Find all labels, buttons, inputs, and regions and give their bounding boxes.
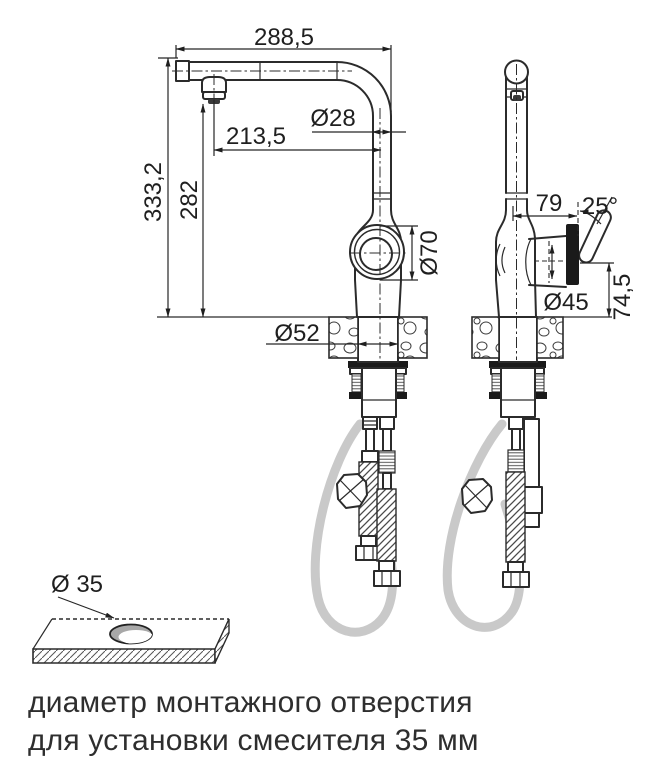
dim-nozzle-offset (214, 100, 381, 156)
hole-leader-line (58, 597, 114, 618)
dim-label-ring-diameter: Ø70 (416, 230, 443, 276)
shank-block (362, 368, 396, 417)
body-left-edge (496, 199, 506, 317)
hose-weight-knob (337, 474, 367, 508)
dim-label-handle-angle: 25° (581, 193, 619, 220)
faucet-base-front (358, 317, 398, 362)
supply-hose-right (374, 417, 400, 586)
threaded-stud (492, 374, 501, 392)
riser-joint (373, 193, 391, 199)
mounting-hole-diagram (33, 571, 229, 663)
dim-label-total-height: 333,2 (140, 161, 167, 223)
dim-spout-height (176, 104, 203, 317)
caption-line-1: диаметр монтажного отверстия (28, 686, 473, 719)
faucet-front-view (172, 61, 406, 360)
slab-right-face (215, 619, 229, 663)
control-knob (360, 238, 392, 270)
dim-label-spout-tube-diameter: Ø28 (310, 105, 356, 132)
slab-front-face (33, 649, 215, 663)
shank-block (501, 368, 535, 417)
dim-label-spout-height: 282 (176, 179, 203, 221)
caption-line-2: для установки смесителя 35 мм (28, 724, 479, 757)
dim-label-spout-reach: 288,5 (253, 24, 315, 51)
dim-label-side-body-diameter: Ø45 (543, 289, 589, 316)
dim-total-height (140, 58, 178, 317)
hose-weight-knob (462, 479, 492, 513)
dim-handle-offset (513, 190, 577, 221)
dim-label-base-diameter: Ø52 (274, 320, 320, 347)
dim-label-handle-offset: 79 (535, 190, 563, 217)
threaded-stud (535, 374, 544, 392)
under-counter-side (447, 361, 547, 627)
dim-label-nozzle-offset: 213,5 (225, 123, 287, 150)
threaded-stud (352, 374, 361, 392)
handle-disc (566, 224, 579, 285)
faucet-base-side (499, 317, 537, 362)
dim-label-hole-diameter: Ø 35 (50, 571, 104, 598)
body-right-edge (527, 199, 536, 317)
dim-label-handle-height: 74,5 (609, 273, 636, 321)
under-counter-front (315, 361, 408, 632)
